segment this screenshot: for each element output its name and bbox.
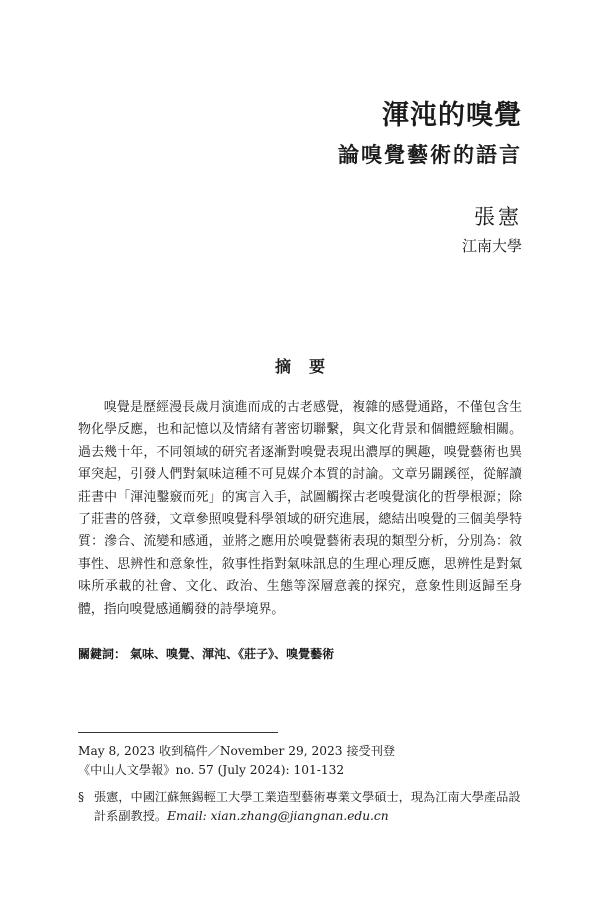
keyword-item: 嗅覺 [166, 647, 191, 661]
received-date-note: May 8, 2023 收到稿件／November 29, 2023 接受刊登 [78, 744, 396, 758]
author-name: 張憲 [474, 205, 522, 229]
title-block [338, 96, 522, 170]
author-affiliation: 江南大學 [461, 237, 522, 255]
author-bio-note [78, 788, 528, 826]
author-bio-text [94, 788, 528, 826]
journal-citation: 《中山人文學報》no. 57 (July 2024): 101-132 [78, 763, 345, 777]
abstract-heading: 摘要 [274, 357, 343, 376]
abstract-paragraph: 嗅覺是歷經漫長歲月演進而成的古老感覺，複雜的感覺通路，不僅包含生物化學反應，也和記憶以及情緒有著密切聯繫，與文化背景和個體經驗相關。過去幾十年，不同領域的研究者逐漸對嗅覺表現出濃厚的興趣，嗅覺藝術也異軍突起，引發人們對氣味這種不可見媒介本質的討論。文章另闢蹊徑，從解讀莊書中「渾沌鑿竅而死」的寓言入手，試圖觸探古老嗅覺演化的哲學根源；除了莊書的啓發，文章參照嗅覺科學領域的研究進展，總結出嗅覺的三個美學特質：滲合、流變和感通，並將之應用於嗅覺藝術表現的類型分析，分別為：敘事性、思辨性和意象性，敘事性指對氣味訊息的生理心理反應，思辨性是對氣味所承載的社會、文化、政治、生態等深層意義的探究，意象性則返歸至身體，指向嗅覺感通觸發的詩學境界。 [78, 400, 522, 617]
footnotes [78, 742, 528, 826]
author-email[interactable]: xian.zhang@jiangnan.edu.cn [210, 809, 389, 823]
keyword-separator: 、 [190, 647, 203, 661]
section-mark: § [78, 790, 85, 804]
main-title: 渾沌的嗅覺 [382, 100, 522, 131]
keyword-separator: 、 [226, 647, 239, 661]
abstract-body [78, 397, 522, 621]
keyword-item: 渾沌 [202, 647, 227, 661]
footnote-divider [78, 732, 278, 733]
subtitle: 論嗅覺藝術的語言 [338, 142, 522, 167]
keyword-item: 《莊子》 [238, 647, 275, 661]
keyword-separator: 、 [274, 647, 287, 661]
keywords [78, 644, 522, 664]
author-block [462, 202, 522, 258]
keyword-separator: 、 [154, 647, 167, 661]
keywords-label: 關鍵詞： [78, 647, 127, 661]
author-bio: 張憲，中國江蘇無錫輕工大學工業造型藝術專業文學碩士，現為江南大學產品設計系副教授。 [94, 790, 521, 823]
email-label: Email: [167, 809, 207, 823]
keyword-item: 氣味 [130, 647, 155, 661]
keyword-item: 嗅覺藝術 [286, 647, 335, 661]
